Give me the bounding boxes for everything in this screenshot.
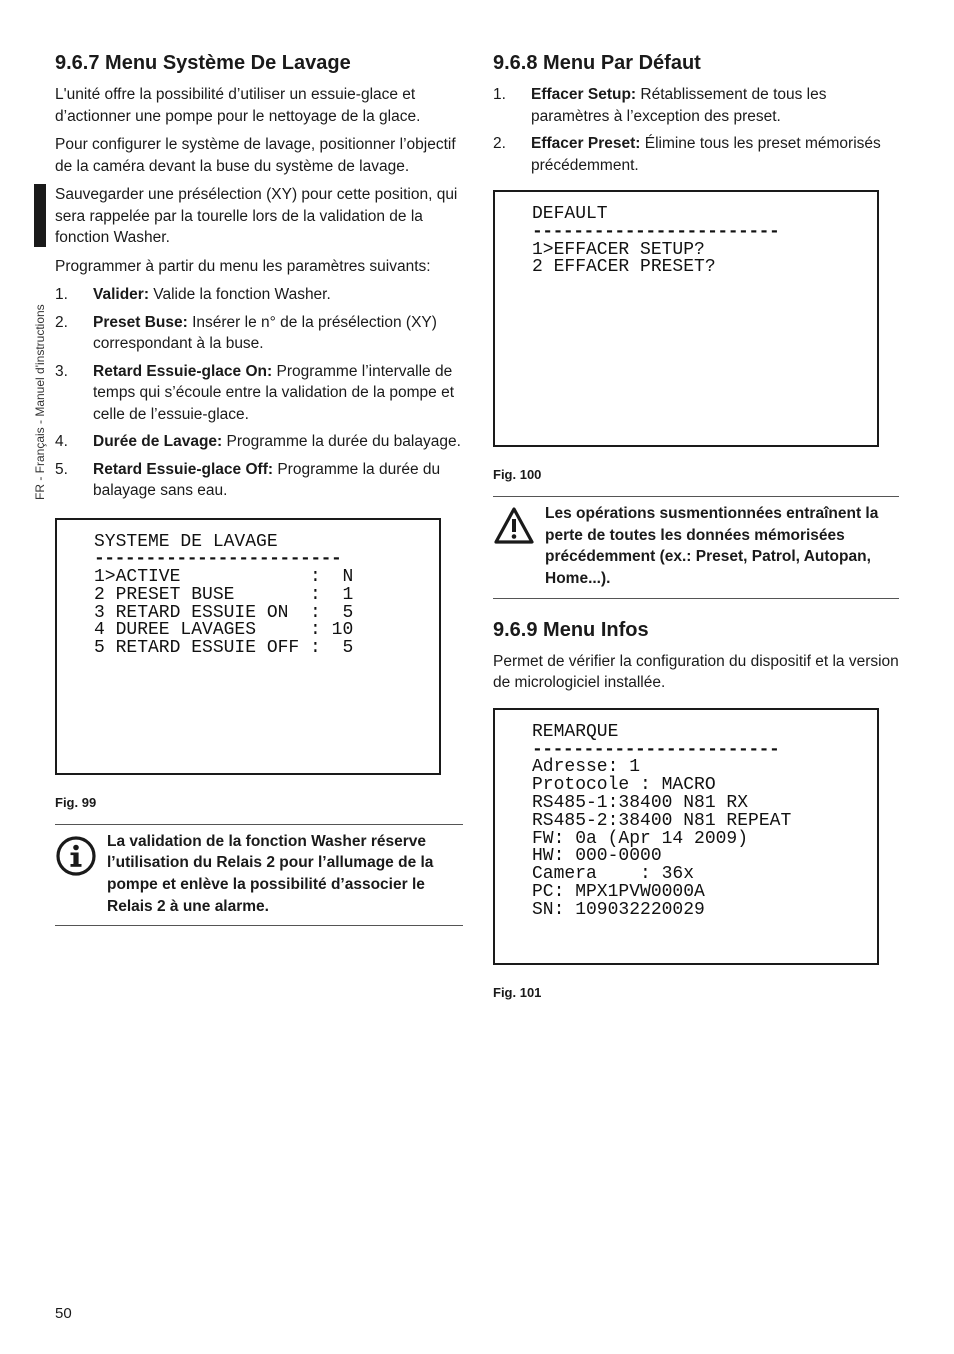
page-number: 50: [55, 1305, 72, 1322]
washer-parameter-list: [55, 284, 463, 502]
default-parameter-list: [493, 84, 899, 176]
list-item: 2. Effacer Preset: Élimine tous les preset mémorisés précédemment.: [493, 135, 881, 174]
screen-header: SYSTEME DE LAVAGE: [94, 531, 278, 552]
screen-header: DEFAULT: [532, 204, 608, 224]
screen-line: 1>EFFACER SETUP?: [532, 239, 705, 260]
screen-line: Camera : 36x: [532, 864, 695, 885]
screen-line: SN: 109032220029: [532, 899, 705, 920]
paragraph: Programmer à partir du menu les paramètres suivants:: [55, 257, 431, 275]
figure-caption: Fig. 99: [55, 794, 97, 810]
paragraph: Pour configurer le système de lavage, positionner l’objectif de la caméra devant la buse du système de lavage.: [55, 136, 456, 175]
screen-separator: ------------------------: [94, 549, 342, 570]
info-icon: [55, 835, 97, 877]
sidebar-marker: [34, 184, 46, 247]
screen-line: Protocole : MACRO: [532, 775, 716, 796]
osd-screen-washer: [55, 518, 441, 775]
screen-header: REMARQUE: [532, 721, 619, 742]
osd-screen-infos: [493, 708, 879, 965]
screen-line: RS485-2:38400 N81 REPEAT: [532, 810, 792, 831]
screen-separator: ------------------------: [532, 221, 780, 242]
sidebar-label: FR - Français - Manuel d'instructions: [33, 304, 47, 500]
screen-separator: ------------------------: [532, 739, 780, 760]
osd-screen-default: [493, 190, 879, 447]
list-item: 4. Durée de Lavage: Programme la durée du balayage.: [55, 433, 461, 450]
section-title-default: 9.6.8 Menu Par Défaut: [493, 52, 701, 74]
screen-line: 2 PRESET BUSE : 1: [94, 584, 354, 605]
screen-line: 4 DUREE LAVAGES : 10: [94, 620, 354, 641]
screen-line: 2 EFFACER PRESET?: [532, 257, 716, 278]
screen-line: HW: 000-0000: [532, 846, 662, 867]
screen-line: 5 RETARD ESSUIE OFF : 5: [94, 638, 354, 659]
warning-notice-text: Les opérations susmentionnées entraînent la perte de toutes les données mémorisées précédemment (ex.: Preset, Patrol, Autopan, Home...).: [545, 505, 879, 588]
info-notice-text: La validation de la fonction Washer réserve l’utilisation du Relais 2 pour l’allumage de la pompe et enlève la possibilité d’associer le Relais 2 à une alarme.: [107, 832, 434, 915]
figure-caption: Fig. 100: [493, 467, 542, 482]
warning-notice: [493, 496, 899, 599]
paragraph: Sauvegarder une présélection (XY) pour cette position, qui sera rappelée par la tourelle lors de la validation de la fonction Washer.: [55, 186, 458, 246]
list-item: 5. Retard Essuie-glace Off: Programme la durée du balayage sans eau.: [55, 460, 441, 499]
paragraph: L'unité offre la possibilité d’utiliser un essuie-glace et d’actionner une pompe pour le nettoyage de la glace.: [55, 86, 421, 125]
list-item: 1. Effacer Setup: Rétablissement de tous les paramètres à l’exception des preset.: [493, 86, 827, 125]
section-title-infos: 9.6.9 Menu Infos: [493, 618, 649, 641]
screen-line: 3 RETARD ESSUIE ON : 5: [94, 602, 354, 623]
list-item: 2. Preset Buse: Insérer le n° de la présélection (XY) correspondant à la buse.: [55, 313, 437, 352]
section-title-washer: 9.6.7 Menu Système De Lavage: [55, 52, 351, 74]
right-column: [493, 50, 899, 1000]
warning-icon: [493, 505, 535, 547]
screen-line: Adresse: 1: [532, 757, 641, 778]
figure-caption: Fig. 101: [493, 984, 542, 1000]
screen-line: 1>ACTIVE : N: [94, 567, 354, 588]
list-item: 3. Retard Essuie-glace On: Programme l’intervalle de temps qui s’écoule entre la validation de la pompe et celle de l’essuie-glace.: [55, 362, 455, 423]
info-notice: [55, 824, 463, 927]
screen-line: PC: MPX1PVW0000A: [532, 881, 705, 902]
screen-line: FW: 0a (Apr 14 2009): [532, 828, 749, 849]
list-item: 1. Valider: Valide la fonction Washer.: [55, 286, 331, 303]
left-column: [55, 50, 463, 926]
paragraph: Permet de vérifier la configuration du dispositif et la version de micrologiciel installée.: [493, 652, 899, 692]
screen-line: RS485-1:38400 N81 RX: [532, 793, 749, 813]
